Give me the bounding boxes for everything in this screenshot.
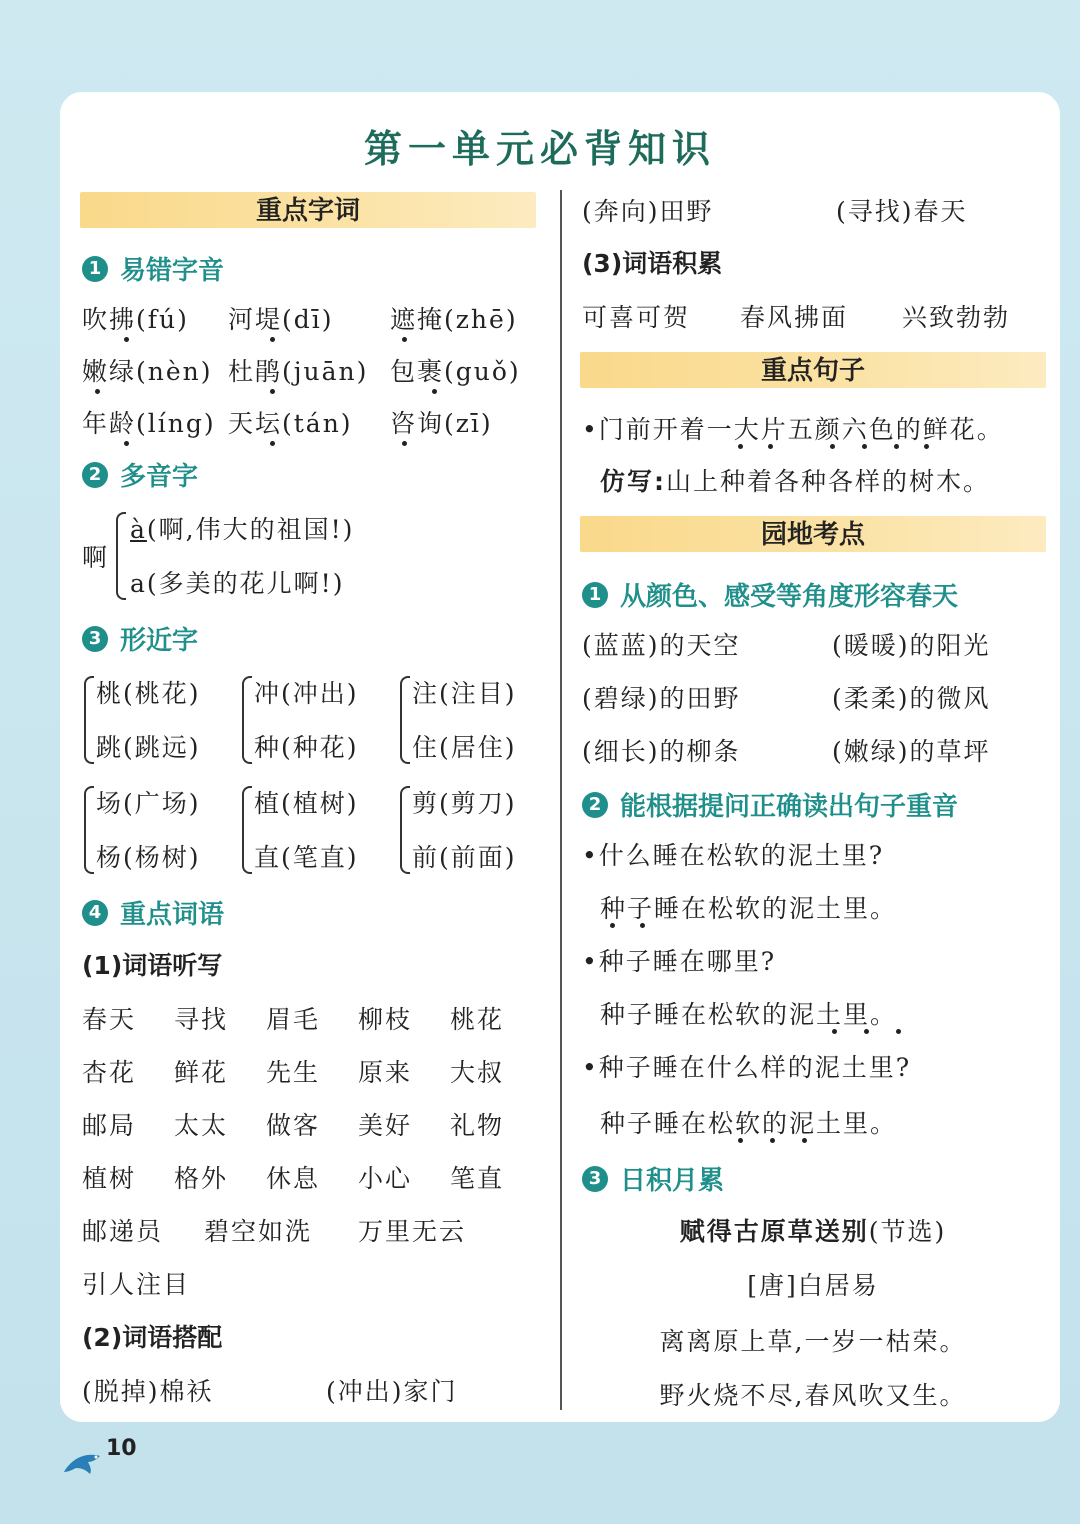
emphasis-dot	[95, 389, 100, 394]
word: 引人注目	[82, 1270, 191, 1299]
word: 眉毛	[266, 1005, 321, 1034]
example: (啊,伟大的祖国!)	[146, 515, 355, 544]
word-item: 嫩绿(nèn)	[82, 357, 213, 386]
poem-note: (节选)	[868, 1217, 947, 1246]
collocation: (脱掉)棉袄	[82, 1377, 214, 1406]
brace	[116, 512, 126, 600]
collocation: (冲出)家门	[326, 1377, 458, 1406]
polyphone-char: 啊	[82, 543, 110, 572]
emphasis-dot	[924, 444, 929, 449]
section-title: 易错字音	[120, 256, 225, 286]
phrase: (柔柔)的微风	[832, 684, 991, 713]
key-sentence: •门前开着一大片五颜六色的鲜花。	[582, 415, 1004, 444]
similar-char: 桃(桃花)	[96, 679, 201, 708]
word: 做客	[266, 1111, 321, 1140]
section-heading-polyphone	[82, 456, 198, 493]
word: 小心	[358, 1164, 413, 1193]
word: 柳枝	[358, 1005, 413, 1034]
imitation	[600, 462, 990, 498]
question: •什么睡在松软的泥土里?	[582, 841, 885, 870]
polyphone-reading-2: a(多美的花儿啊!)	[130, 569, 345, 598]
collocation: (寻找)春天	[836, 197, 968, 226]
word: 桃花	[450, 1005, 505, 1034]
imitation-text: 山上种着各种各样的树木。	[666, 467, 991, 496]
word-item: 河堤(dī)	[228, 305, 334, 334]
emphasis-dot	[432, 389, 437, 394]
word: 鲜花	[174, 1058, 229, 1087]
phrase: (暖暖)的阳光	[832, 631, 991, 660]
similar-char: 住(居住)	[412, 733, 517, 762]
phrase: (嫩绿)的草坪	[832, 737, 991, 766]
dolphin-icon	[62, 1444, 106, 1478]
answer: 种子睡在松软的泥土里。	[600, 1000, 898, 1029]
section-heading-key-words	[82, 894, 224, 931]
emphasis-dot	[124, 337, 129, 342]
similar-char: 注(注目)	[412, 679, 517, 708]
emphasis-dot	[832, 1029, 837, 1034]
phrase: (碧绿)的田野	[582, 684, 741, 713]
section-title: 从颜色、感受等角度形容春天	[620, 582, 959, 612]
word: 太太	[174, 1111, 229, 1140]
emphasis-dot	[402, 441, 407, 446]
word: 礼物	[450, 1111, 505, 1140]
emphasis-dot	[770, 1138, 775, 1143]
brace	[242, 786, 252, 874]
number-badge: 3	[82, 626, 108, 652]
answer: 种子睡在松软的泥土里。	[600, 894, 898, 923]
phrase: (蓝蓝)的天空	[582, 631, 741, 660]
word: 格外	[174, 1164, 229, 1193]
section-title: 日积月累	[620, 1166, 725, 1196]
word: 先生	[266, 1058, 321, 1087]
similar-char: 冲(冲出)	[254, 679, 359, 708]
poem-author: [唐]白居易	[747, 1271, 879, 1300]
section-title: 形近字	[120, 626, 199, 656]
question-text: 什么睡在松软的泥土里?	[598, 841, 885, 870]
word: 春天	[82, 1005, 137, 1034]
page-number: 10	[106, 1436, 137, 1461]
collocation: (奔向)田野	[582, 197, 714, 226]
section-title: 多音字	[120, 462, 199, 492]
word: 寻找	[174, 1005, 229, 1034]
word: 植树	[82, 1164, 137, 1193]
word: 邮局	[82, 1111, 137, 1140]
number-badge: 2	[582, 792, 608, 818]
idiom: 兴致勃勃	[902, 303, 1011, 332]
imitation-label: 仿写:	[600, 467, 666, 496]
emphasis-dot	[738, 1138, 743, 1143]
word: 原来	[358, 1058, 413, 1087]
emphasis-dot	[894, 444, 899, 449]
word: 休息	[266, 1164, 321, 1193]
similar-char: 场(广场)	[96, 789, 201, 818]
emphasis-dot	[802, 1138, 807, 1143]
brace	[84, 676, 94, 764]
word: 杏花	[82, 1058, 137, 1087]
word: 笔直	[450, 1164, 505, 1193]
answer: 种子睡在松软的泥土里。	[600, 1109, 898, 1138]
word-item: 天坛(tán)	[228, 409, 353, 438]
page-title: 第一单元必背知识	[363, 127, 716, 171]
word: 碧空如洗	[204, 1217, 313, 1246]
brace	[400, 786, 410, 874]
brace	[84, 786, 94, 874]
emphasis-dot	[768, 444, 773, 449]
word: 邮递员	[82, 1217, 164, 1246]
emphasis-dot	[640, 923, 645, 928]
idiom: 春风拂面	[740, 303, 849, 332]
word-item: 遮掩(zhē)	[390, 305, 518, 334]
question-text: 种子睡在哪里?	[598, 947, 777, 976]
band-key-words: 重点字词	[80, 192, 536, 228]
idiom: 可喜可贺	[582, 303, 691, 332]
similar-char: 直(笔直)	[254, 843, 359, 872]
emphasis-dot	[830, 444, 835, 449]
similar-char: 前(前面)	[412, 843, 517, 872]
column-divider	[560, 190, 562, 1410]
number-badge: 4	[82, 900, 108, 926]
word: 美好	[358, 1111, 413, 1140]
tone-mark: à	[130, 515, 147, 544]
question: •种子睡在哪里?	[582, 947, 777, 976]
emphasis-dot	[124, 441, 129, 446]
emphasis-dot	[862, 444, 867, 449]
word-item: 杜鹃(juān)	[228, 357, 369, 386]
number-badge: 2	[82, 462, 108, 488]
question-text: 种子睡在什么样的泥土里?	[598, 1053, 912, 1082]
emphasis-dot	[270, 441, 275, 446]
subheading-accumulation: (3)词语积累	[582, 249, 723, 278]
emphasis-dot	[610, 923, 615, 928]
number-badge: 1	[82, 256, 108, 282]
section-title: 重点词语	[120, 900, 225, 930]
emphasis-dot	[864, 1029, 869, 1034]
word-item: 年龄(líng)	[82, 409, 216, 438]
similar-char: 跳(跳远)	[96, 733, 201, 762]
sentence-text: 门前开着一大片五颜六色的鲜花。	[598, 415, 1004, 444]
section-heading-stress	[582, 786, 958, 823]
emphasis-dot	[738, 444, 743, 449]
word-item: 吹拂(fú)	[82, 305, 189, 334]
poem-line: 野火烧不尽,春风吹又生。	[659, 1381, 967, 1410]
section-heading-describe-spring	[582, 576, 958, 613]
poem-title: 赋得古原草送别	[679, 1217, 869, 1246]
word: 大叔	[450, 1058, 505, 1087]
poem-title-line	[580, 1212, 1046, 1248]
number-badge: 3	[582, 1166, 608, 1192]
emphasis-dot	[270, 389, 275, 394]
section-heading-similar-chars	[82, 620, 198, 657]
poem-line: 离离原上草,一岁一枯荣。	[659, 1327, 967, 1356]
brace	[242, 676, 252, 764]
similar-char: 杨(杨树)	[96, 843, 201, 872]
emphasis-dot	[270, 337, 275, 342]
subheading-dictation: (1)词语听写	[82, 951, 223, 980]
similar-char: 植(植树)	[254, 789, 359, 818]
band-exam-points: 园地考点	[580, 516, 1046, 552]
emphasis-dot	[402, 337, 407, 342]
emphasis-dot	[896, 1029, 901, 1034]
section-heading-pronunciation	[82, 250, 224, 287]
word: 万里无云	[358, 1217, 467, 1246]
subheading-collocation: (2)词语搭配	[82, 1323, 223, 1352]
brace	[400, 676, 410, 764]
word-item: 咨询(zī)	[390, 409, 493, 438]
band-key-sentences: 重点句子	[580, 352, 1046, 388]
section-heading-daily-accumulation	[582, 1160, 724, 1197]
number-badge: 1	[582, 582, 608, 608]
polyphone-reading-1	[130, 510, 354, 546]
similar-char: 剪(剪刀)	[412, 789, 517, 818]
similar-char: 种(种花)	[254, 733, 359, 762]
question: •种子睡在什么样的泥土里?	[582, 1053, 912, 1082]
word-item: 包裹(guǒ)	[390, 357, 521, 386]
section-title: 能根据提问正确读出句子重音	[620, 792, 959, 822]
phrase: (细长)的柳条	[582, 737, 741, 766]
